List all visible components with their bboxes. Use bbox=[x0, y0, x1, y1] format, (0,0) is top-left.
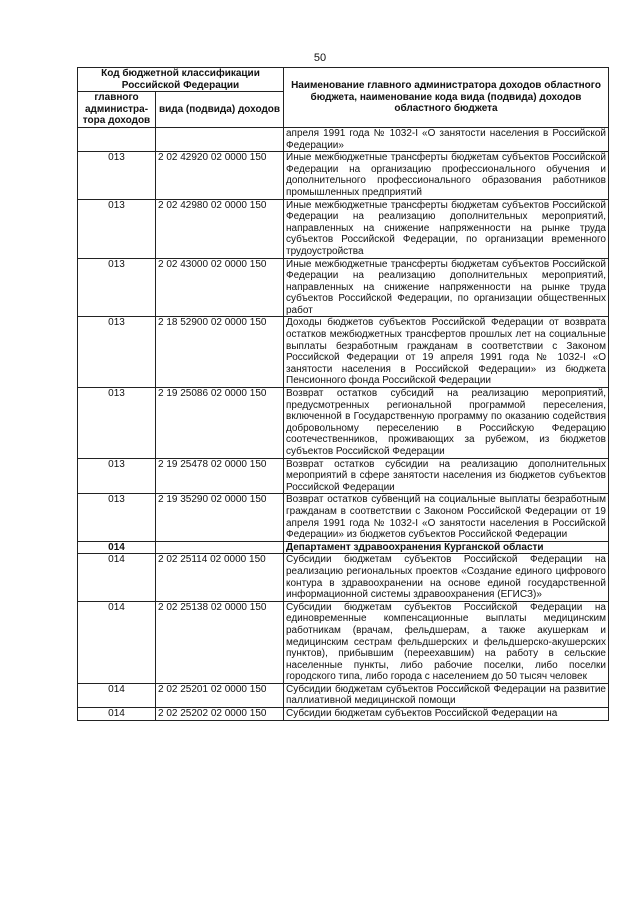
income-code-cell: 2 18 52900 02 0000 150 bbox=[156, 317, 284, 388]
income-name-cell: Возврат остатков субсидий на реализацию мероприятий, предусмотренных региональной программой переселения, включенной в Государственную программу по оказанию содействия добровольному переселению в Российскую Федерацию соотечественников, проживающих за рубежом, из бюджетов субъектов Российской Федерации bbox=[284, 388, 609, 459]
income-code-cell: 2 02 25114 02 0000 150 bbox=[156, 554, 284, 601]
admin-code-cell bbox=[78, 127, 156, 151]
table-row bbox=[78, 554, 609, 601]
table-row bbox=[78, 601, 609, 683]
admin-code-cell: 013 bbox=[78, 317, 156, 388]
income-name-cell: Иные межбюджетные трансферты бюджетам субъектов Российской Федерации на реализацию дополнительных мероприятий, направленных на снижение напряженности на рынке труда субъектов Российской Федерации, по организации временного трудоустройства bbox=[284, 199, 609, 258]
income-code-cell bbox=[156, 127, 284, 151]
income-code-cell: 2 02 25138 02 0000 150 bbox=[156, 601, 284, 683]
page-number: 50 bbox=[313, 52, 327, 64]
admin-code-cell: 013 bbox=[78, 458, 156, 494]
income-name-cell: Субсидии бюджетам субъектов Российской Федерации на bbox=[284, 708, 609, 721]
income-name-cell: Иные межбюджетные трансферты бюджетам субъектов Российской Федерации на реализацию дополнительных мероприятий, направленных на снижение напряженности на рынке труда субъектов Российской Федерации, по организации общественных работ bbox=[284, 258, 609, 317]
income-name-cell: Субсидии бюджетам субъектов Российской Федерации на реализацию региональных проектов «Создание единого цифрового контура в здравоохранении на основе единой государственной информационной системы здравоохранения (ЕГИСЗ)» bbox=[284, 554, 609, 601]
income-code-cell: 2 19 35290 02 0000 150 bbox=[156, 494, 284, 541]
table-row bbox=[78, 317, 609, 388]
income-name-cell: Возврат остатков субсидии на реализацию дополнительных мероприятий в сфере занятости населения из бюджетов субъектов Российской Федерации bbox=[284, 458, 609, 494]
table-body bbox=[78, 127, 609, 720]
income-code-cell: 2 02 42980 02 0000 150 bbox=[156, 199, 284, 258]
table-row bbox=[78, 258, 609, 317]
admin-code-cell: 013 bbox=[78, 388, 156, 459]
income-code-cell: 2 02 43000 02 0000 150 bbox=[156, 258, 284, 317]
table-row bbox=[78, 152, 609, 199]
admin-code-cell: 013 bbox=[78, 199, 156, 258]
income-name-cell: Субсидии бюджетам субъектов Российской Федерации на развитие паллиативной медицинской помощи bbox=[284, 683, 609, 707]
income-name-cell: Департамент здравоохранения Курганской области bbox=[284, 541, 609, 554]
admin-code-cell: 014 bbox=[78, 601, 156, 683]
admin-code-cell: 013 bbox=[78, 494, 156, 541]
income-code-cell bbox=[156, 541, 284, 554]
header-type-column: вида (подвида) доходов bbox=[156, 92, 284, 128]
admin-code-cell: 014 bbox=[78, 554, 156, 601]
table-row bbox=[78, 127, 609, 151]
income-name-cell: Субсидии бюджетам субъектов Российской Федерации на единовременные компенсационные выплаты медицинским работникам (врачам, фельдшерам, а также акушеркам и медицинским сестрам фельдшерских и фельдшерско-акушерских пунктов), прибывшим (переехавшим) на работу в сельские населенные пункты, либо рабочие поселки, либо поселки городского типа, либо города с населением до 50 тысяч человек bbox=[284, 601, 609, 683]
header-name-column: Наименование главного администратора доходов областного бюджета, наименование кода вида (подвида) доходов областного бюджета bbox=[284, 68, 609, 128]
admin-code-cell: 014 bbox=[78, 541, 156, 554]
admin-code-cell: 013 bbox=[78, 152, 156, 199]
header-group-title: Код бюджетной классификации Российской Федерации bbox=[78, 68, 284, 92]
income-name-cell: Возврат остатков субвенций на социальные выплаты безработным гражданам в соответствии с Законом Российской Федерации от 19 апреля 1991 года № 1032-I «О занятости населения в Российской Федерации» из бюджетов субъектов Российской Федерации bbox=[284, 494, 609, 541]
budget-classification-table bbox=[77, 67, 609, 721]
admin-code-cell: 013 bbox=[78, 258, 156, 317]
admin-code-cell: 014 bbox=[78, 683, 156, 707]
income-code-cell: 2 19 25086 02 0000 150 bbox=[156, 388, 284, 459]
income-code-cell: 2 02 25201 02 0000 150 bbox=[156, 683, 284, 707]
table-row bbox=[78, 683, 609, 707]
header-admin-column: главного администра-тора доходов bbox=[78, 92, 156, 128]
table-row bbox=[78, 199, 609, 258]
income-name-cell: Доходы бюджетов субъектов Российской Федерации от возврата остатков межбюджетных трансфертов прошлых лет на социальные выплаты безработным гражданам в соответствии с Законом Российской Федерации от 19 апреля 1991 года № 1032-I «О занятости населения в Российской Федерации» из бюджета Пенсионного фонда Российской Федерации bbox=[284, 317, 609, 388]
admin-code-cell: 014 bbox=[78, 708, 156, 721]
income-name-cell: апреля 1991 года № 1032-I «О занятости населения в Российской Федерации» bbox=[284, 127, 609, 151]
table-row bbox=[78, 388, 609, 459]
table-row bbox=[78, 494, 609, 541]
income-code-cell: 2 19 25478 02 0000 150 bbox=[156, 458, 284, 494]
income-name-cell: Иные межбюджетные трансферты бюджетам субъектов Российской Федерации на организацию профессионального обучения и дополнительного профессионального образования работников промышленных предприятий bbox=[284, 152, 609, 199]
income-code-cell: 2 02 42920 02 0000 150 bbox=[156, 152, 284, 199]
department-row bbox=[78, 541, 609, 554]
table-row bbox=[78, 458, 609, 494]
table-row bbox=[78, 708, 609, 721]
income-code-cell: 2 02 25202 02 0000 150 bbox=[156, 708, 284, 721]
